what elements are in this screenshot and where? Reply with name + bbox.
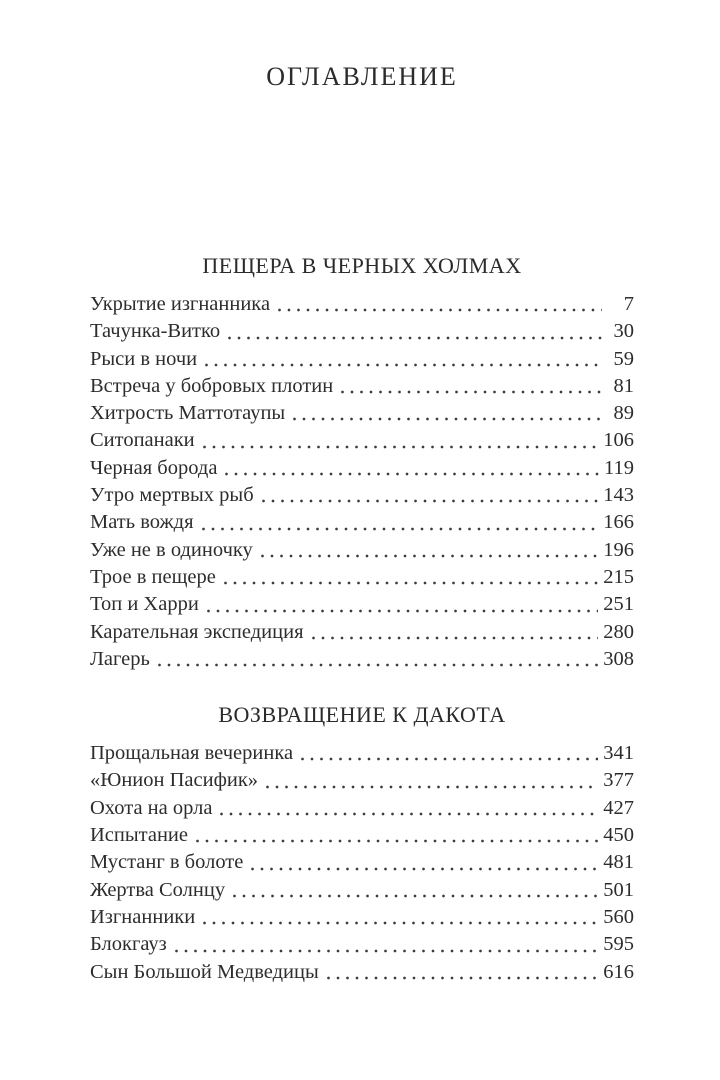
entry-title: «Юнион Пасифик» bbox=[90, 769, 259, 792]
entry-title: Лагерь bbox=[90, 647, 150, 670]
page-title: ОГЛАВЛЕНИЕ bbox=[266, 62, 458, 91]
entry-page-number: 119 bbox=[604, 456, 634, 479]
entry-page-number: 595 bbox=[603, 933, 634, 956]
dot-leader bbox=[312, 636, 599, 640]
toc-entry bbox=[90, 822, 634, 849]
section-heading: ПЕЩЕРА В ЧЕРНЫХ ХОЛМАХ bbox=[202, 253, 522, 278]
entry-title: Мать вождя bbox=[90, 511, 194, 534]
entry-page-number: 501 bbox=[603, 878, 634, 901]
dot-leader bbox=[203, 921, 598, 925]
dot-leader bbox=[203, 445, 599, 449]
dot-leader bbox=[278, 308, 602, 312]
section-entries bbox=[90, 740, 634, 986]
dot-leader bbox=[262, 499, 599, 503]
section-heading: ВОЗВРАЩЕНИЕ К ДАКОТА bbox=[218, 702, 506, 728]
dot-leader bbox=[225, 472, 599, 476]
entry-page-number: 560 bbox=[603, 905, 634, 928]
entry-page-number: 7 bbox=[623, 293, 634, 315]
toc-entry bbox=[90, 959, 634, 986]
dot-leader bbox=[266, 785, 598, 789]
entry-page-number: 166 bbox=[603, 511, 634, 534]
toc-entry bbox=[90, 877, 634, 904]
toc-entry bbox=[90, 346, 634, 373]
entry-page-number: 59 bbox=[613, 347, 634, 370]
entry-title: Топ и Харри bbox=[90, 593, 199, 616]
entry-title: Охота на орла bbox=[90, 796, 213, 819]
entry-page-number: 30 bbox=[613, 320, 634, 343]
toc-entry bbox=[90, 740, 634, 767]
entry-title: Мустанг в болоте bbox=[90, 851, 244, 874]
entry-title: Жертва Солнцу bbox=[90, 878, 226, 901]
entry-page-number: 616 bbox=[603, 960, 634, 983]
toc-section bbox=[90, 702, 634, 986]
toc-entry bbox=[90, 931, 634, 958]
dot-leader bbox=[207, 609, 598, 613]
dot-leader bbox=[228, 336, 602, 340]
entry-title: Тачунка-Витко bbox=[90, 320, 221, 343]
toc-entry bbox=[90, 291, 634, 318]
dot-leader bbox=[233, 894, 598, 898]
toc-entry bbox=[90, 591, 634, 618]
entry-title: Ситопанаки bbox=[90, 429, 195, 452]
dot-leader bbox=[220, 812, 598, 816]
toc-entry bbox=[90, 400, 634, 427]
dot-leader bbox=[261, 554, 598, 558]
entry-title: Хитрость Маттотаупы bbox=[90, 402, 286, 425]
entry-page-number: 427 bbox=[603, 796, 634, 819]
dot-leader bbox=[202, 527, 599, 531]
toc-entry bbox=[90, 482, 634, 509]
entry-title: Испытание bbox=[90, 824, 188, 847]
entry-page-number: 280 bbox=[603, 620, 634, 643]
dot-leader bbox=[301, 757, 598, 761]
entry-title: Укрытие изгнанника bbox=[90, 293, 271, 315]
dot-leader bbox=[175, 949, 598, 953]
dot-leader bbox=[341, 390, 602, 394]
dot-leader bbox=[327, 976, 598, 980]
toc-entry bbox=[90, 849, 634, 876]
dot-leader bbox=[158, 663, 598, 667]
toc-entry bbox=[90, 509, 634, 536]
toc-section bbox=[90, 253, 634, 673]
entry-title: Сын Большой Медведицы bbox=[90, 960, 319, 983]
dot-leader bbox=[251, 867, 598, 871]
toc-entry bbox=[90, 904, 634, 931]
entry-title: Черная борода bbox=[90, 456, 218, 479]
dot-leader bbox=[224, 581, 598, 585]
toc-entry bbox=[90, 537, 634, 564]
entry-page-number: 106 bbox=[603, 429, 634, 452]
entry-title: Трое в пещере bbox=[90, 565, 216, 588]
entry-page-number: 81 bbox=[613, 374, 634, 397]
dot-leader bbox=[293, 417, 602, 421]
toc-entry bbox=[90, 564, 634, 591]
entry-title: Уже не в одиночку bbox=[90, 538, 253, 561]
entry-page-number: 377 bbox=[603, 769, 634, 792]
entry-title: Изгнанники bbox=[90, 905, 196, 928]
toc-entry bbox=[90, 619, 634, 646]
toc-entry bbox=[90, 455, 634, 482]
entry-page-number: 143 bbox=[603, 484, 634, 507]
entry-title: Блокгауз bbox=[90, 933, 167, 956]
entry-title: Утро мертвых рыб bbox=[90, 484, 254, 507]
entry-title: Рыси в ночи bbox=[90, 347, 198, 370]
toc-entry bbox=[90, 795, 634, 822]
entry-title: Встреча у бобровых плотин bbox=[90, 374, 334, 397]
entry-page-number: 196 bbox=[603, 538, 634, 561]
entry-page-number: 450 bbox=[603, 824, 634, 847]
entry-page-number: 215 bbox=[603, 565, 634, 588]
entry-page-number: 89 bbox=[613, 402, 634, 425]
entry-title: Прощальная вечеринка bbox=[90, 742, 294, 765]
toc-entry bbox=[90, 767, 634, 794]
toc-entry bbox=[90, 427, 634, 454]
section-entries bbox=[90, 291, 634, 673]
toc-entry bbox=[90, 318, 634, 345]
entry-title: Карательная экспедиция bbox=[90, 620, 304, 643]
entry-page-number: 308 bbox=[603, 647, 634, 670]
toc-entry bbox=[90, 646, 634, 673]
toc bbox=[90, 253, 634, 986]
entry-page-number: 251 bbox=[603, 593, 634, 616]
entry-page-number: 341 bbox=[603, 742, 634, 765]
dot-leader bbox=[196, 839, 598, 843]
toc-entry bbox=[90, 373, 634, 400]
entry-page-number: 481 bbox=[603, 851, 634, 874]
dot-leader bbox=[205, 363, 602, 367]
